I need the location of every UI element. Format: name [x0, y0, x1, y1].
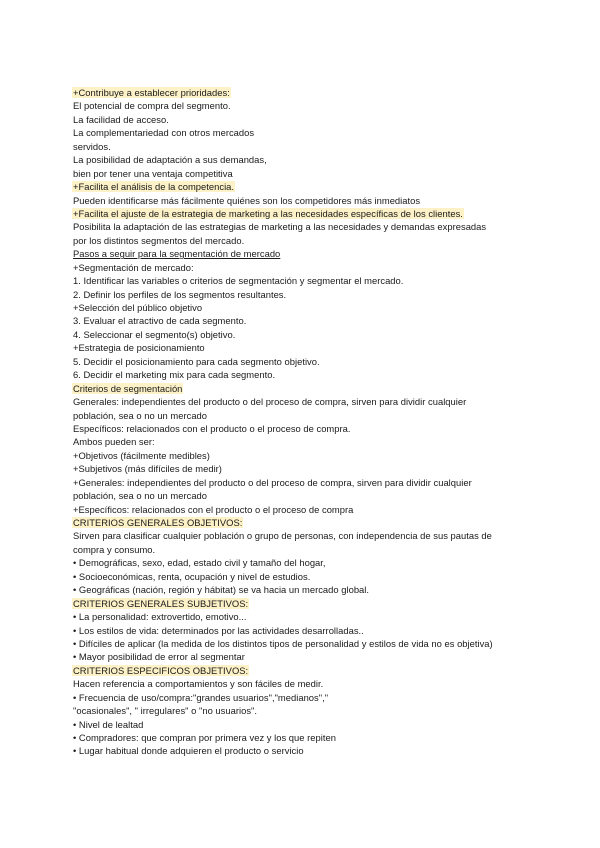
line-text: +Selección del público objetivo	[73, 302, 203, 313]
text-line	[72, 234, 532, 247]
text-line	[72, 637, 532, 650]
line-text: • Socioeconómicas, renta, ocupación y nivel de estudios.	[73, 570, 311, 582]
text-line	[72, 368, 532, 381]
line-text: • Frecuencia de uso/compra:"grandes usuarios","medianos","	[73, 691, 329, 703]
highlighted-heading: +Facilita el análisis de la competencia.	[73, 181, 235, 193]
text-line	[72, 516, 532, 529]
line-text: +Subjetivos (más difíciles de medir)	[73, 463, 222, 475]
line-text: Generales: independientes del producto o del proceso de compra, sirven para dividir cualquier	[73, 396, 467, 408]
highlighted-heading: +Facilita el ajuste de la estrategia de marketing a las necesidades específicas de los clientes.	[73, 207, 463, 219]
text-line	[72, 99, 532, 112]
text-line	[72, 274, 532, 287]
highlighted-heading: CRITERIOS GENERALES OBJETIVOS:	[73, 517, 243, 528]
text-line	[72, 650, 532, 663]
line-text: Hacen referencia a comportamientos y son fáciles de medir.	[73, 678, 324, 690]
line-text: • Nivel de lealtad	[73, 718, 144, 730]
text-line	[72, 570, 532, 583]
line-text: • Mayor posibilidad de error al segmentar	[73, 651, 245, 663]
text-line	[72, 677, 532, 690]
line-text: • Geográficas (nación, región y hábitat) se va hacia un mercado global.	[73, 584, 370, 596]
text-line	[72, 140, 532, 153]
text-line	[72, 86, 532, 99]
line-text: La complementariedad con otros mercados	[73, 127, 255, 139]
text-line	[72, 395, 532, 408]
underlined-heading: Pasos a seguir para la segmentación de mercado	[73, 248, 281, 260]
line-text: La facilidad de acceso.	[73, 113, 169, 125]
text-line	[72, 731, 532, 744]
text-line	[72, 220, 532, 233]
line-text: Sirven para clasificar cualquier población o grupo de personas, con independencia de sus pautas de	[73, 530, 492, 542]
text-line	[72, 314, 532, 327]
line-text: +Objetivos (fácilmente medibles)	[73, 449, 210, 461]
line-text: bien por tener una ventaja competitiva	[73, 167, 233, 179]
line-text: • Compradores: que compran por primera vez y los que repiten	[73, 732, 336, 743]
text-line	[72, 704, 532, 717]
text-line	[72, 167, 532, 180]
line-text: 3. Evaluar el atractivo de cada segmento.	[73, 315, 247, 327]
text-line	[72, 449, 532, 462]
line-text: 6. Decidir el marketing mix para cada segmento.	[73, 369, 276, 381]
text-line	[72, 610, 532, 623]
text-line	[72, 194, 532, 207]
line-text: +Estrategia de posicionamiento	[73, 342, 205, 354]
highlighted-heading: CRITERIOS ESPECIFICOS OBJETIVOS:	[73, 664, 249, 676]
line-text: servidos.	[73, 140, 111, 152]
line-text: Pueden identificarse más fácilmente quiénes son los competidores más inmediatos	[73, 194, 421, 206]
line-text: • La personalidad: extrovertido, emotivo...	[73, 611, 247, 623]
text-line	[72, 503, 532, 516]
text-line	[72, 556, 532, 569]
line-text: La posibilidad de adaptación a sus demandas,	[73, 154, 267, 166]
text-line	[72, 355, 532, 368]
line-text: 1. Identificar las variables o criterios de segmentación y segmentar el mercado.	[73, 275, 404, 287]
document-body	[72, 86, 532, 758]
text-line	[72, 718, 532, 731]
text-line	[72, 691, 532, 704]
text-line	[72, 435, 532, 448]
text-line	[72, 597, 532, 610]
text-line	[72, 341, 532, 354]
line-text: población, sea o no un mercado	[73, 490, 208, 502]
text-line	[72, 422, 532, 435]
text-line	[72, 261, 532, 274]
line-text: • Demográficas, sexo, edad, estado civil y tamaño del hogar,	[73, 557, 326, 569]
text-line	[72, 328, 532, 341]
line-text: "ocasionales", " irregulares" o "no usuarios".	[73, 705, 257, 717]
line-text: por los distintos segmentos del mercado.	[73, 234, 245, 246]
line-text: Ambos pueden ser:	[73, 436, 155, 448]
text-line	[72, 409, 532, 422]
highlighted-heading: Criterios de segmentación	[73, 382, 183, 394]
line-text: 5. Decidir el posicionamiento para cada segmento objetivo.	[73, 355, 320, 367]
line-text: Específicos: relacionados con el producto o el proceso de compra.	[73, 422, 351, 434]
text-line	[72, 382, 532, 395]
text-line	[72, 489, 532, 502]
text-line	[72, 476, 532, 489]
text-line	[72, 624, 532, 637]
text-line	[72, 301, 532, 314]
line-text: +Generales: independientes del producto o del proceso de compra, sirven para dividir cualquier	[73, 476, 472, 488]
line-text: • Los estilos de vida: determinados por las actividades desarrolladas..	[73, 624, 364, 636]
text-line	[72, 113, 532, 126]
line-text: +Específicos: relacionados con el producto o el proceso de compra	[73, 503, 354, 515]
text-line	[72, 529, 532, 542]
line-text: población, sea o no un mercado	[73, 409, 208, 421]
line-text: +Segmentación de mercado:	[73, 261, 194, 273]
line-text: 2. Definir los perfiles de los segmentos resultantes.	[73, 288, 287, 300]
line-text: compra y consumo.	[73, 543, 156, 555]
text-line	[72, 207, 532, 220]
text-line	[72, 744, 532, 757]
line-text: Posibilita la adaptación de las estrategias de marketing a las necesidades y demandas expresadas	[73, 221, 487, 233]
text-line	[72, 247, 532, 260]
text-line	[72, 288, 532, 301]
text-line	[72, 180, 532, 193]
highlighted-heading: CRITERIOS GENERALES SUBJETIVOS:	[73, 597, 249, 609]
text-line	[72, 543, 532, 556]
text-line	[72, 462, 532, 475]
text-line	[72, 126, 532, 139]
text-line	[72, 664, 532, 677]
line-text: • Difíciles de aplicar (la medida de los distintos tipos de personalidad y estilos de vida no es objetiva)	[73, 637, 493, 649]
text-line	[72, 153, 532, 166]
line-text: • Lugar habitual donde adquieren el producto o servicio	[73, 745, 304, 757]
line-text: 4. Seleccionar el segmento(s) objetivo.	[73, 328, 236, 340]
line-text: El potencial de compra del segmento.	[73, 100, 231, 112]
highlighted-heading: +Contribuye a establecer prioridades:	[73, 87, 230, 98]
text-line	[72, 583, 532, 596]
